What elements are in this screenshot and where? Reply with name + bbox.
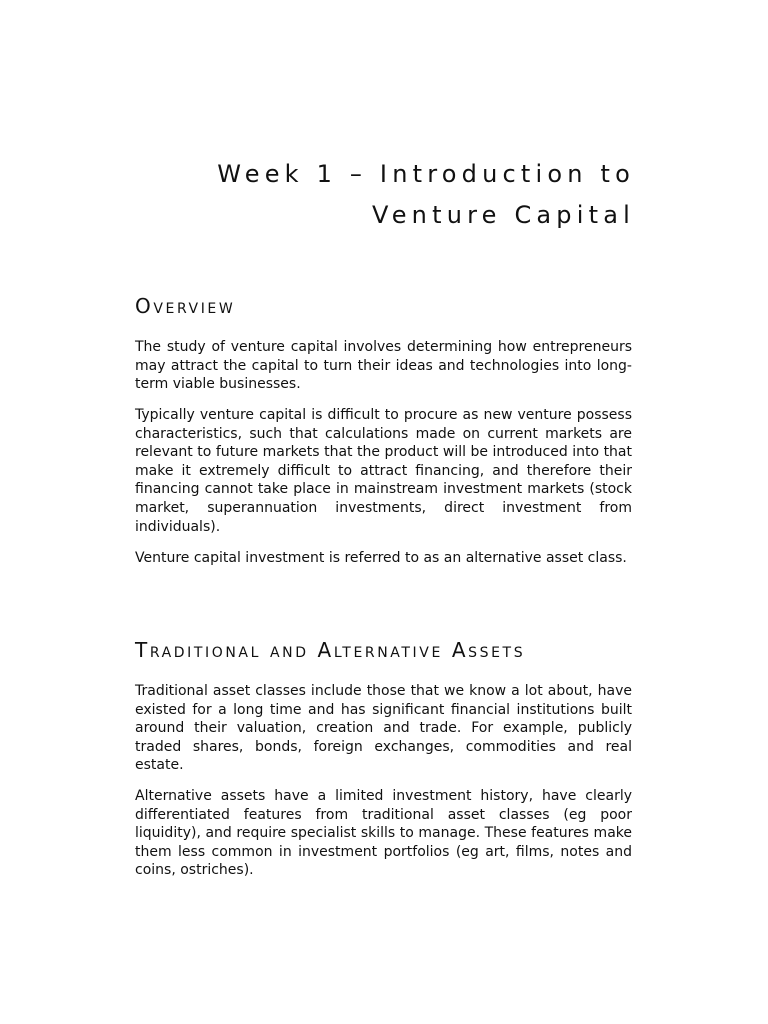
- document-title-line-2: Venture Capital: [371, 201, 635, 229]
- section-heading-overview: Overview: [135, 294, 236, 318]
- overview-paragraph-2: Typically venture capital is difficult to procure as new venture possess characteristics, such that calculations made on current markets are relevant to future markets that the product will be introduced into that make it extremely difficult to attract financing, and therefore their financing cannot take place in mainstream investment markets (stock market, superannuation investments, direct investment from individuals).: [135, 407, 632, 535]
- assets-paragraph-1: Traditional asset classes include those that we know a lot about, have existed for a long time and has significant financial institutions built around their valuation, creation and trade. For example, publicly traded shares, bonds, foreign exchanges, commodities and real estate.: [135, 683, 632, 774]
- assets-paragraph-2: Alternative assets have a limited investment history, have clearly differentiated features from traditional asset classes (eg poor liquidity), and require specialist skills to manage. These features make them less common in investment portfolios (eg art, films, notes and coins, ostriches).: [135, 788, 632, 879]
- overview-paragraph-1: The study of venture capital involves determining how entrepreneurs may attract the capital to turn their ideas and technologies into long-term viable businesses.: [135, 339, 632, 393]
- overview-paragraph-3: Venture capital investment is referred to as an alternative asset class.: [135, 550, 627, 566]
- document-title-line-1: Week 1 – Introduction to: [217, 160, 635, 188]
- section-heading-traditional-alternative-assets: Traditional and Alternative Assets: [135, 638, 526, 662]
